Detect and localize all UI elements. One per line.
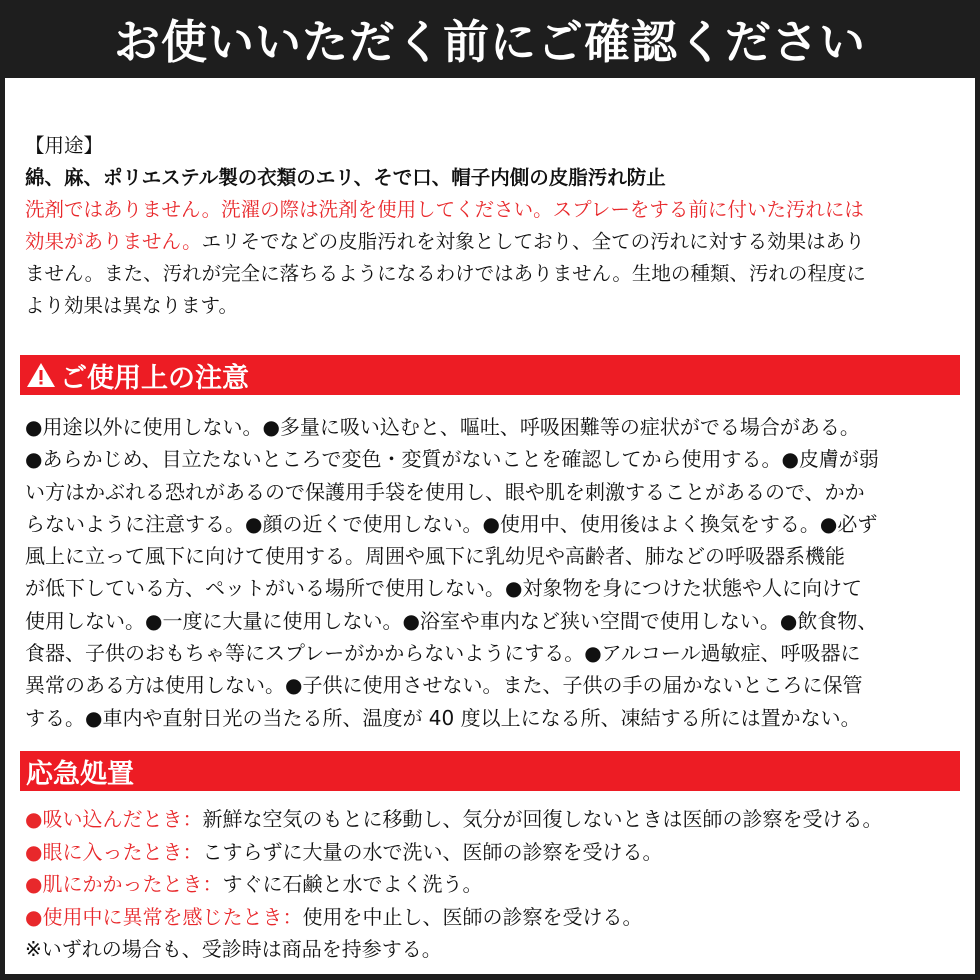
caution-line: い方はかぶれる恐れがあるので保護用手袋を使用し、眼や肌を刺激することがあるので、かか <box>25 479 865 504</box>
caution-list <box>25 411 965 734</box>
firstaid-item <box>25 868 965 901</box>
caution-line: 使用しない。●一度に大量に使用しない。●浴室や車内など狭い空間で使用しない。●飲食物、 <box>25 608 878 633</box>
usage-text: エリそでなどの皮脂汚れを対象としており、全ての汚れに対する効果はあり <box>201 230 865 253</box>
content-panel <box>5 78 975 974</box>
usage-line <box>25 194 965 226</box>
firstaid-label: 吸い込んだとき： <box>42 807 203 831</box>
firstaid-label: 眼に入ったとき： <box>42 839 203 864</box>
firstaid-title: 応急処置 <box>26 758 134 790</box>
usage-heading: 【用途】 <box>25 134 104 157</box>
firstaid-item <box>25 803 965 836</box>
firstaid-item <box>25 836 965 869</box>
firstaid-list <box>25 803 965 966</box>
usage-line <box>25 290 965 322</box>
firstaid-text: 新鮮な空気のもとに移動し、気分が回復しないときは医師の診察を受ける。 <box>202 807 883 831</box>
usage-warning-text: 効果がありません。 <box>25 230 202 253</box>
caution-line: が低下している方、ペットがいる場所で使用しない。●対象物を身につけた状態や人に向けて <box>25 576 863 601</box>
usage-warning-text: 洗剤ではありません。洗濯の際は洗剤を使用してください。スプレーをする前に付いた汚れには <box>25 198 864 221</box>
usage-line <box>25 226 965 258</box>
usage-purpose: 綿、麻、ポリエステル製の衣類のエリ、そで口、帽子内側の皮脂汚れ防止 <box>25 166 666 189</box>
usage-line <box>25 258 965 290</box>
usage-text: より効果は異なります。 <box>25 294 238 317</box>
page-title: お使いいただく前にご確認ください <box>114 15 866 69</box>
caution-line: ●あらかじめ、目立たないところで変色・変質がないことを確認してから使用する。●皮膚が弱 <box>25 447 879 472</box>
caution-line: ●用途以外に使用しない。●多量に吸い込むと、嘔吐、呼吸困難等の症状がでる場合がある。 <box>25 415 860 439</box>
firstaid-note: ※いずれの場合も、受診時は商品を持参する。 <box>25 937 442 961</box>
warning-triangle-icon <box>26 361 56 389</box>
bullet: ● <box>25 839 43 864</box>
caution-line: 食器、子供のおもちゃ等にスプレーがかからないようにする。●アルコール過敏症、呼吸器に <box>25 641 861 666</box>
firstaid-item <box>25 901 965 934</box>
bullet: ● <box>25 872 43 896</box>
caution-section-header <box>20 355 960 395</box>
usage-text: ません。また、汚れが完全に落ちるようになるわけではありません。生地の種類、汚れの程度に <box>25 262 866 285</box>
caution-title: ご使用上の注意 <box>60 362 249 394</box>
firstaid-text: 使用を中止し、医師の診察を受ける。 <box>302 904 643 929</box>
firstaid-label: 肌にかかったとき： <box>42 872 223 896</box>
caution-line: らないように注意する。●顔の近くで使用しない。●使用中、使用後はよく換気をする。●必ず <box>25 511 878 536</box>
bullet: ● <box>25 807 43 831</box>
firstaid-text: すぐに石鹸と水でよく洗う。 <box>222 872 483 896</box>
caution-line: する。●車内や直射日光の当たる所、温度が 40 度以上になる所、凍結する所には置かない。 <box>25 705 861 730</box>
caution-line: 風上に立って風下に向けて使用する。周囲や風下に乳幼児や高齢者、肺などの呼吸器系機能 <box>25 544 845 569</box>
caution-line: 異常のある方は使用しない。●子供に使用させない。また、子供の手の届かないところに保管 <box>25 673 863 698</box>
firstaid-section-header <box>20 751 960 791</box>
firstaid-label: 使用中に異常を感じたとき： <box>42 904 303 929</box>
usage-section <box>25 130 965 322</box>
firstaid-text: こすらずに大量の水で洗い、医師の診察を受ける。 <box>202 839 663 864</box>
bullet: ● <box>25 904 43 929</box>
